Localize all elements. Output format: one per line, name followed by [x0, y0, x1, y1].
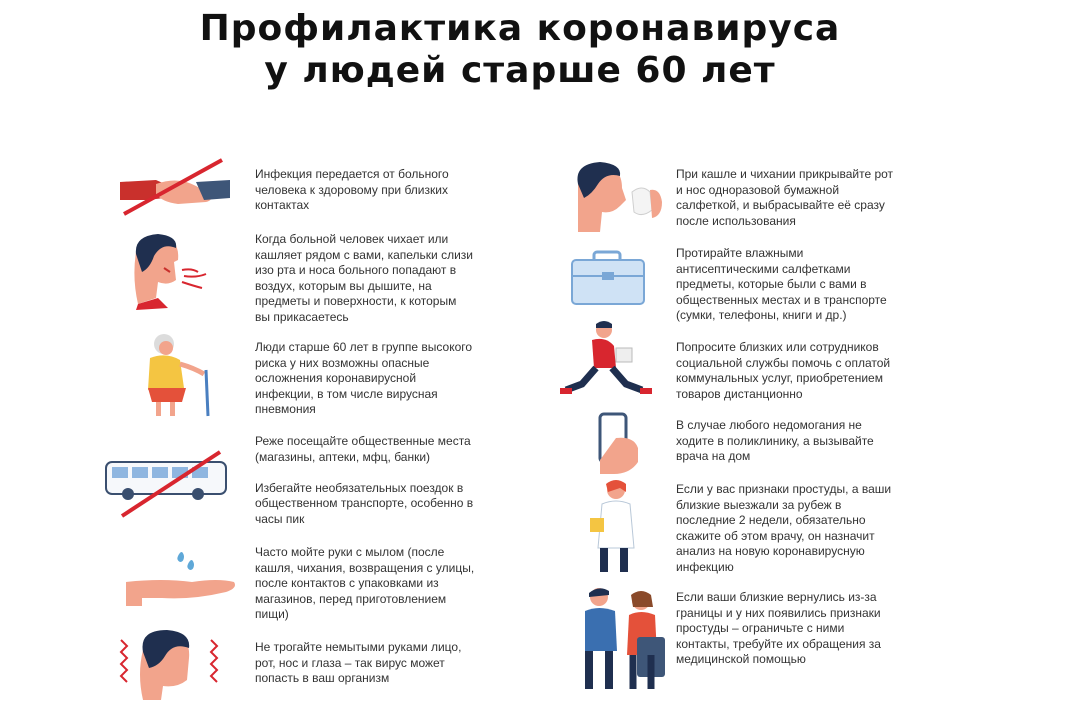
- phone-in-hand-icon: [590, 412, 646, 476]
- left-item-text: Часто мойте руки с мылом (после кашля, чихания, возвращения с улицы, после контактов с упаковками из магазинов, перед приготовлением пищи): [255, 545, 475, 622]
- left-item-text: Не трогайте немытыми руками лицо, рот, нос и глаза – так вирус может попасть в ваш организм: [255, 640, 462, 686]
- face-touch-icon: [115, 628, 230, 700]
- left-item-text: Когда больной человек чихает или кашляет рядом с вами, капельки слизи изо рта и носа больного попадают в воздух, которым вы дышите, на предметы и поверхности, к которым вы прикасаетесь: [255, 232, 473, 324]
- elderly-woman-icon: [140, 330, 220, 420]
- cough-tissue-icon: [570, 162, 670, 234]
- title-line-1: Профилактика коронавируса: [199, 8, 841, 49]
- travelers-icon: [575, 585, 675, 693]
- doctor-icon: [588, 478, 648, 576]
- title-line-2: у людей старше 60 лет: [264, 50, 776, 91]
- left-item-text: Реже посещайте общественные места (магазины, аптеки, мфц, банки) Избегайте необязательных поездок в общественном транспорте, особенно в часы пик: [255, 434, 474, 526]
- hand-washing-icon: [122, 548, 242, 608]
- poster-title: [0, 8, 1040, 92]
- delivery-courier-icon: [556, 320, 656, 404]
- bus-forbidden-icon: [102, 450, 232, 518]
- wipes-bag-icon: [570, 250, 650, 306]
- left-item-text: Инфекция передается от больного человека к здоровому при близких контактах: [255, 167, 449, 213]
- handshake-forbidden-icon: [118, 158, 238, 218]
- right-item-text: При кашле и чихании прикрывайте рот и нос одноразовой бумажной салфеткой, и выбрасывайте её сразу после использования: [676, 167, 894, 228]
- right-item-text: Попросите близких или сотрудников социальной службы помочь с оплатой коммунальных услуг, приобретением товаров дистанционно: [676, 340, 891, 401]
- right-item-text: Если у вас признаки простуды, а ваши близкие выезжали за рубеж в последние 2 недели, обязательно скажите об этом врачу, он назначит анализ на новую коронавирусную инфекцию: [676, 482, 892, 574]
- right-item-text: В случае любого недомогания не ходите в поликлинику, а вызывайте врача на дом: [676, 418, 874, 464]
- right-item-text: Протирайте влажными антисептическими салфетками предметы, которые были с вами в общественных местах и в транспорте (сумки, телефоны, книги и др.): [676, 246, 887, 323]
- sneezing-person-icon: [128, 232, 228, 312]
- right-item-text: Если ваши близкие вернулись из-за границы и у них появились признаки простуды – ограничьте с ними контакты, требуйте их обращения за медицинской помощью: [676, 590, 881, 667]
- left-item-text: Люди старше 60 лет в группе высокого риска у них возможны опасные осложнения коронавирусной инфекции, в том числе вирусная пневмония: [255, 340, 473, 417]
